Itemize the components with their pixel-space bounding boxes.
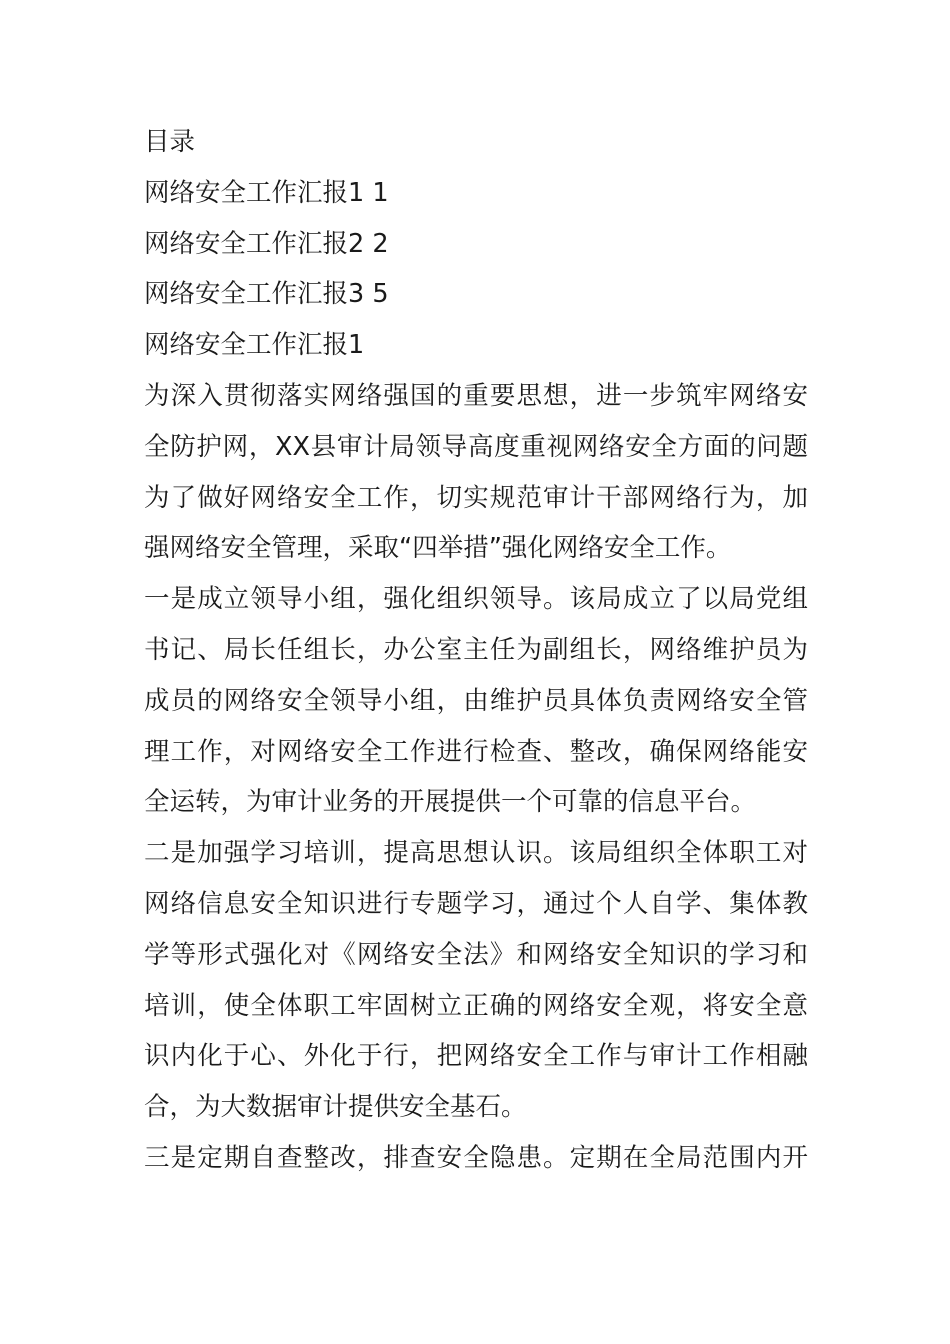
paragraph-line: 合，为大数据审计提供安全基石。 (144, 1092, 527, 1123)
paragraph-line: 书记、局长任组长，办公室主任为副组长，网络维护员为 (144, 634, 808, 665)
document-page (144, 117, 808, 1184)
paragraph-line: 一是成立领导小组，强化组织领导。该局成立了以局党组 (144, 584, 808, 615)
paragraph-measure-3 (144, 1133, 808, 1184)
paragraph-intro (144, 371, 808, 574)
paragraph-measure-2 (144, 828, 808, 1133)
toc-entry-title: 网络安全工作汇报3 (144, 279, 365, 310)
paragraph-line: 成员的网络安全领导小组，由维护员具体负责网络安全管 (144, 685, 808, 716)
toc-entry-page: 5 (372, 279, 389, 310)
paragraph-line: 学等形式强化对《网络安全法》和网络安全知识的学习和 (144, 939, 808, 970)
paragraph-line: 二是加强学习培训，提高思想认识。该局组织全体职工对 (144, 838, 808, 869)
toc-entry-page: 1 (372, 177, 389, 208)
paragraph-line: 为了做好网络安全工作，切实规范审计干部网络行为，加 (144, 482, 808, 513)
paragraph-line: 全防护网，XX县审计局领导高度重视网络安全方面的问题 (144, 431, 808, 462)
paragraph-line: 强网络安全管理，采取“四举措”强化网络安全工作。 (144, 533, 732, 564)
toc-entry-page: 2 (372, 228, 389, 259)
paragraph-line: 全运转，为审计业务的开展提供一个可靠的信息平台。 (144, 787, 757, 818)
toc-entry[interactable] (144, 168, 808, 219)
paragraph-line: 理工作，对网络安全工作进行检查、整改，确保网络能安 (144, 736, 808, 767)
paragraph-line: 网络信息安全知识进行专题学习，通过个人自学、集体教 (144, 888, 808, 919)
section-heading: 网络安全工作汇报1 (144, 330, 365, 361)
paragraph-line: 为深入贯彻落实网络强国的重要思想，进一步筑牢网络安 (144, 380, 808, 411)
toc-title: 目录 (144, 127, 196, 157)
toc-entry-title: 网络安全工作汇报1 (144, 177, 365, 208)
paragraph-measure-1 (144, 574, 808, 828)
toc-entry[interactable] (144, 219, 808, 270)
paragraph-line: 三是定期自查整改，排查安全隐患。定期在全局范围内开 (144, 1142, 808, 1173)
paragraph-line: 培训，使全体职工牢固树立正确的网络安全观，将安全意 (144, 990, 808, 1021)
toc-entry[interactable] (144, 269, 808, 320)
toc-entry-title: 网络安全工作汇报2 (144, 228, 365, 259)
paragraph-line: 识内化于心、外化于行，把网络安全工作与审计工作相融 (144, 1041, 808, 1072)
